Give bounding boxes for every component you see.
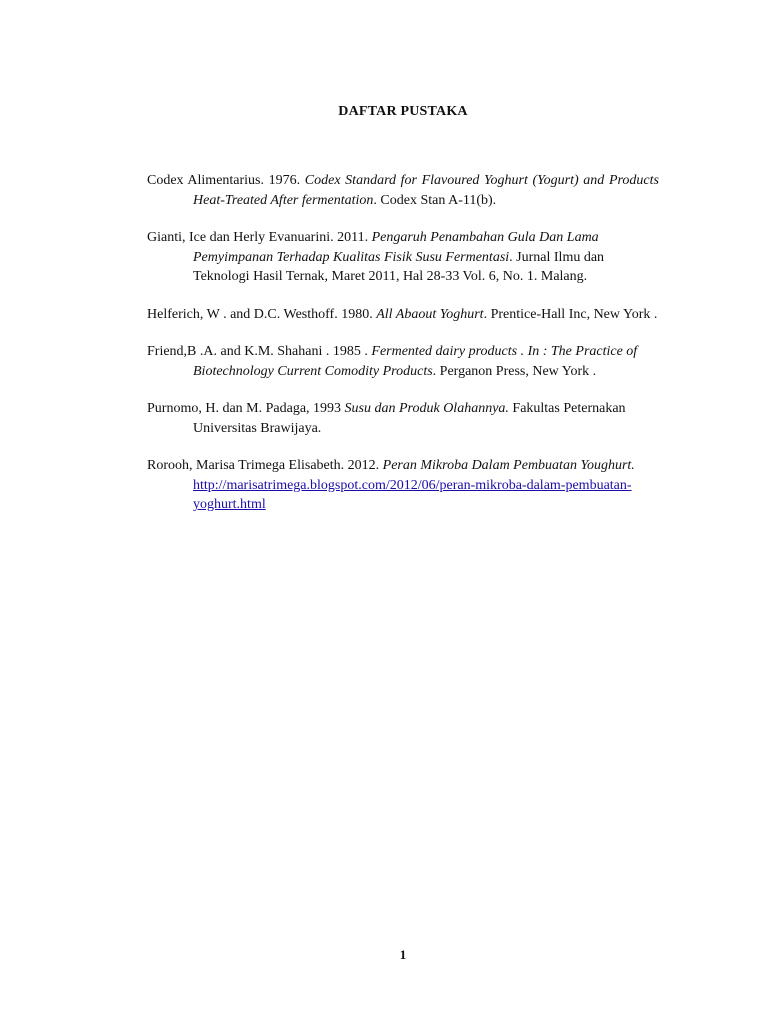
page-title: DAFTAR PUSTAKA <box>338 104 468 119</box>
reference-link[interactable]: http://marisatrimega.blogspot.com/2012/06/peran-mikroba-dalam-pembuatan-yoghurt.html <box>193 477 632 512</box>
reference-title: Peran Mikroba Dalam Pembuatan Youghurt. <box>382 458 635 473</box>
reference-title: Susu dan Produk Olahannya. <box>344 401 509 416</box>
reference-tail: . Codex Stan A-11(b). <box>373 192 497 208</box>
reference-entry <box>147 399 659 438</box>
reference-lead: Friend,B .A. and K.M. Shahani . 1985 . <box>147 344 372 359</box>
reference-title: Codex Standard for Flavoured Yoghurt (Yogurt) and Products Heat-Treated After fermentation <box>193 173 659 208</box>
reference-list <box>147 171 659 533</box>
reference-entry <box>147 305 659 325</box>
reference-title: Fermented dairy products . In : The Practice of Biotechnology Current Comodity Products <box>193 344 638 379</box>
reference-tail: . Jurnal Ilmu dan Teknologi Hasil Ternak, Maret 2011, Hal 28-33 Vol. 6, No. 1. Malang. <box>193 249 605 284</box>
reference-title: All Abaout Yoghurt <box>376 306 484 322</box>
reference-title: Pengaruh Penambahan Gula Dan Lama Pemyimpanan Terhadap Kualitas Fisik Susu Fermentasi <box>193 230 599 265</box>
reference-lead: Helferich, W . and D.C. Westhoff. 1980. <box>147 306 377 322</box>
reference-lead: Rorooh, Marisa Trimega Elisabeth. 2012. <box>147 458 383 473</box>
reference-entry <box>147 456 659 515</box>
reference-lead: Purnomo, H. dan M. Padaga, 1993 <box>147 401 345 416</box>
reference-lead: Codex Alimentarius. 1976. <box>147 173 305 188</box>
reference-tail: . Perganon Press, New York . <box>432 363 597 379</box>
reference-tail: Fakultas Peternakan Universitas Brawijaya. <box>193 401 626 436</box>
page-number: 1 <box>399 947 407 962</box>
reference-entry <box>147 171 659 210</box>
reference-entry <box>147 342 659 381</box>
reference-lead: Gianti, Ice dan Herly Evanuarini. 2011. <box>147 230 372 245</box>
reference-entry <box>147 228 659 287</box>
reference-tail: . Prentice-Hall Inc, New York . <box>483 306 658 322</box>
